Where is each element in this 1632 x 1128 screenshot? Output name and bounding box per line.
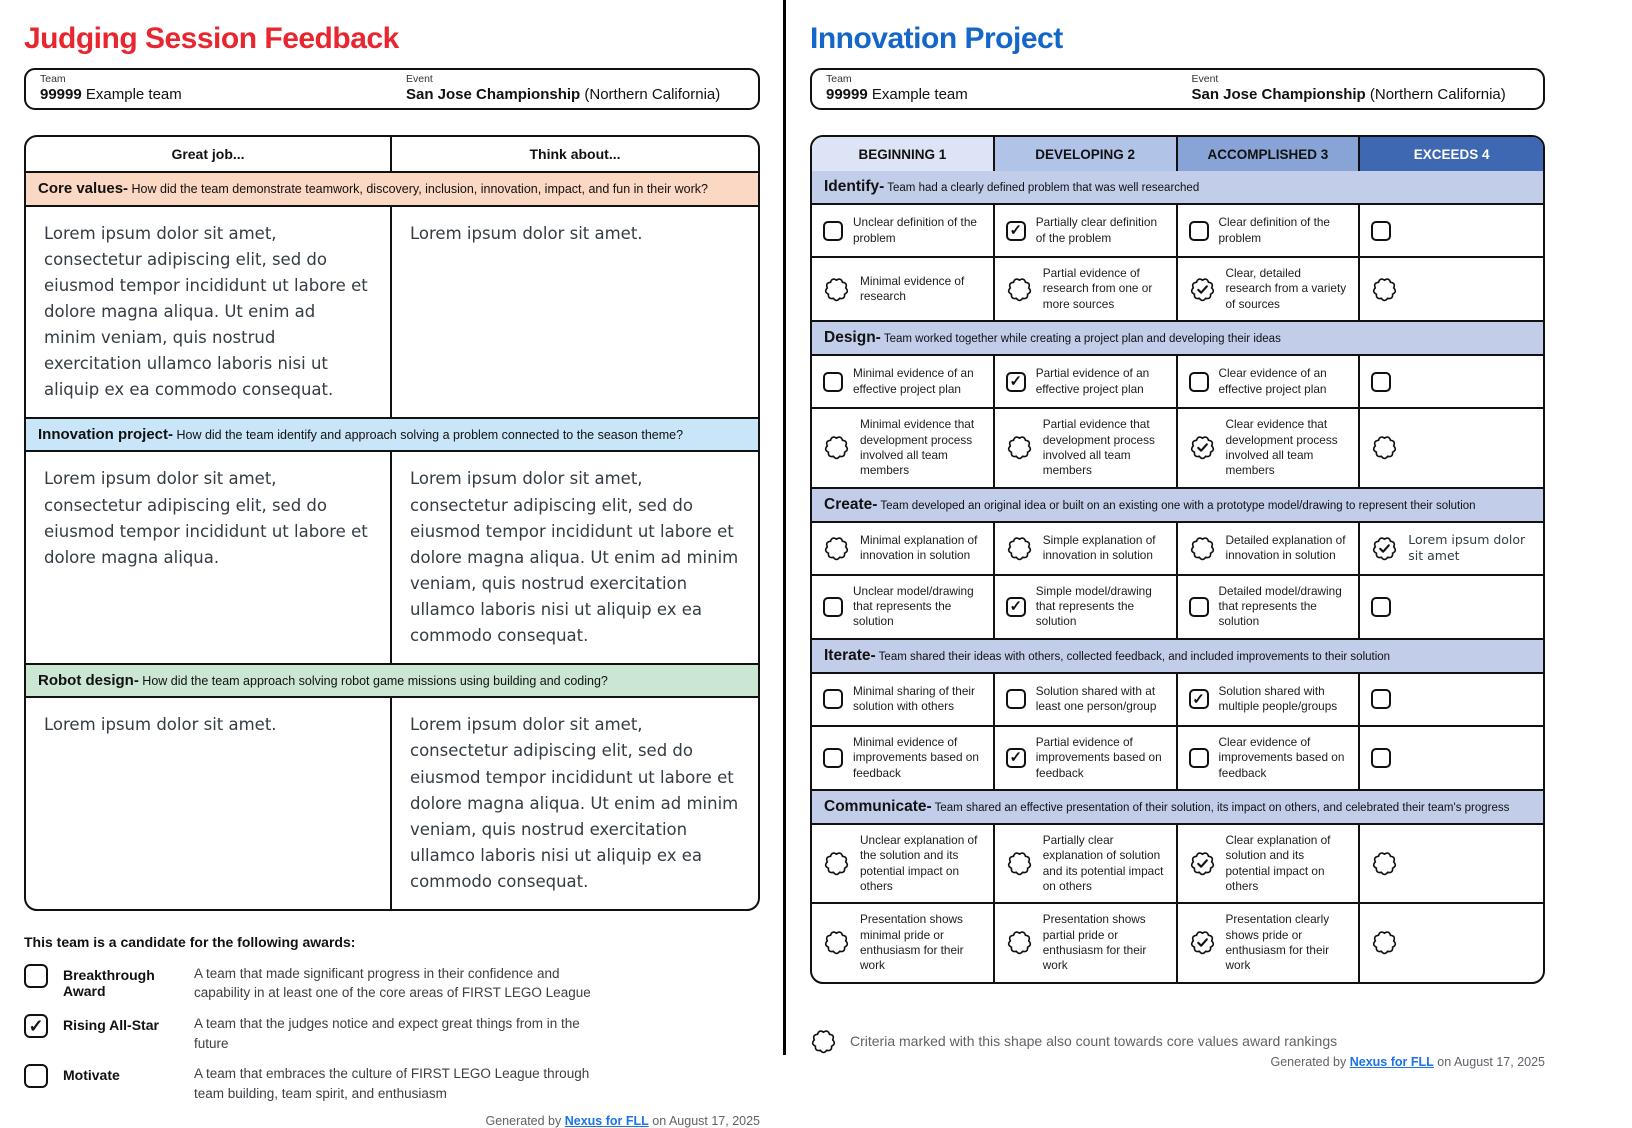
section-title: Robot design- (38, 671, 139, 689)
criterion-text: Partially clear explanation of solution and its potential impact on others (1042, 832, 1164, 893)
criterion-text: Presentation shows partial pride or enthusiasm for their work (1042, 912, 1147, 973)
rubric-cell (1178, 904, 1361, 981)
criterion-text: Presentation clearly shows pride or enthusiasm for their work (1225, 912, 1330, 973)
rubric-cell (812, 727, 995, 789)
rubric-section-header-1 (812, 320, 1543, 356)
footer-suffix: on August 17, 2025 (652, 1114, 760, 1128)
footer-prefix: Generated by (1270, 1054, 1347, 1069)
column-think-about: Think about... (529, 146, 621, 162)
feedback-section-header-2 (26, 665, 758, 699)
criterion-text: Minimal evidence of an effective project plan (853, 366, 974, 396)
criterion-text: Unclear model/drawing that represents the solution (853, 583, 974, 629)
award-description: A team that embraces the culture of FIRST LEGO League through team building, team spirit, and enthusiasm (194, 1066, 590, 1101)
team-name: Example team (871, 85, 968, 103)
seal-shape-icon (810, 1028, 837, 1055)
core-values-legend (810, 1028, 1545, 1055)
footer-suffix: on August 17, 2025 (1437, 1054, 1545, 1069)
criterion-text: Unclear explanation of the solution and its potential impact on others (860, 832, 978, 893)
criterion-text: Simple model/drawing that represents the solution (1035, 583, 1152, 629)
team-value (40, 86, 378, 105)
criterion-text: Solution shared with multiple people/groups (1218, 684, 1338, 714)
section-description: Team developed an original idea or built on an existing one with a prototype model/drawing to represent their solution (877, 499, 1476, 512)
rubric-column-exceeds-4: EXCEEDS 4 (1360, 137, 1543, 171)
rubric-section-header-4 (812, 789, 1543, 825)
section-title: Communicate- (824, 797, 932, 815)
seal-checkbox-checked[interactable] (1371, 535, 1398, 562)
rubric-section-header-0 (812, 171, 1543, 205)
feedback-cell-great: Lorem ipsum dolor sit amet, consectetur adipiscing elit, sed do eiusmod tempor incididunt ut labore et dolore magna aliqua. (26, 452, 392, 662)
checkbox-unchecked[interactable] (1189, 221, 1209, 241)
feedback-cell-great: Lorem ipsum dolor sit amet, consectetur adipiscing elit, sed do eiusmod tempor incididunt ut labore et dolore magna aliqua. Ut enim ad minim veniam, quis nostrud exercitation ullamco laboris nisi ut aliquip ex ea commodo consequat. (26, 207, 392, 417)
rubric-cell (1178, 727, 1361, 789)
criterion-text: Solution shared with at least one person/group (1035, 684, 1157, 714)
team-column (26, 69, 392, 108)
nexus-link[interactable]: Nexus for FLL (564, 1114, 649, 1128)
rubric-row (812, 674, 1543, 725)
seal-checkbox-unchecked[interactable] (823, 929, 850, 956)
award-row (24, 964, 760, 1003)
criterion-text: Clear evidence of an effective project plan (1218, 366, 1327, 396)
event-region: (Northern California) (584, 85, 721, 103)
awards-list (24, 964, 760, 1103)
rubric-cell (995, 523, 1178, 574)
criterion-text: Minimal sharing of their solution with others (853, 684, 975, 714)
checkbox-unchecked[interactable] (1189, 372, 1209, 392)
checkbox-unchecked[interactable] (1371, 221, 1391, 241)
checkbox-checked[interactable]: ✓ (1006, 372, 1026, 392)
award-label: Breakthrough Award (63, 966, 155, 999)
seal-checkbox-unchecked[interactable] (1006, 929, 1033, 956)
team-event-box (24, 68, 760, 110)
rubric-cell (812, 904, 995, 981)
feedback-cell-think: Lorem ipsum dolor sit amet, consectetur adipiscing elit, sed do eiusmod tempor incididunt ut labore et dolore magna aliqua. Ut enim ad minim veniam, quis nostrud exercitation ullamco laboris nisi ut aliquip ex ea commodo consequat. (410, 469, 739, 645)
event-label: Event (406, 73, 433, 86)
criterion-text: Partial evidence of improvements based on feedback (1035, 734, 1162, 780)
team-column (812, 69, 1178, 108)
nexus-link[interactable]: Nexus for FLL (1349, 1054, 1434, 1069)
seal-checkbox-checked[interactable] (1189, 850, 1216, 877)
rubric-cell (1178, 356, 1361, 407)
seal-shape-icon (810, 1028, 837, 1055)
award-description: A team that the judges notice and expect great things from in the future (194, 1015, 580, 1051)
feedback-cell-great: Lorem ipsum dolor sit amet. (26, 698, 392, 908)
feedback-row-2 (26, 698, 758, 908)
rubric-cell (995, 825, 1178, 902)
award-label: Rising All-Star (63, 1016, 159, 1033)
feedback-section-header-1 (26, 419, 758, 453)
criterion-text: Clear evidence of improvements based on feedback (1218, 734, 1345, 780)
criterion-text: Clear explanation of solution and its potential impact on others (1225, 832, 1331, 893)
criterion-text: Minimal evidence of research (860, 273, 965, 304)
awards-heading: This team is a candidate for the following awards: (24, 933, 356, 950)
event-label: Event (1191, 73, 1219, 86)
feedback-row-0 (26, 207, 758, 419)
rubric-cell (1178, 576, 1361, 638)
criterion-text: Partial evidence of an effective project plan (1035, 366, 1150, 396)
event-name: San Jose Championship (1191, 85, 1366, 103)
award-row (24, 1064, 760, 1103)
rubric-cell (812, 674, 995, 725)
page-title: Innovation Project (810, 22, 1063, 55)
rubric-row (812, 205, 1543, 256)
criterion-text: Simple explanation of innovation in solution (1042, 532, 1156, 563)
rubric-cell (1360, 727, 1543, 789)
page-innovation-project (786, 0, 1632, 1069)
rubric-cell (1178, 674, 1361, 725)
rubric-row (812, 256, 1543, 320)
rubric-cell (1360, 356, 1543, 407)
rubric-cell (812, 825, 995, 902)
seal-checkbox-checked[interactable] (1189, 276, 1216, 303)
rubric-cell (1178, 258, 1361, 320)
rubric-cell (995, 258, 1178, 320)
team-label: Team (826, 73, 852, 86)
rubric-row (812, 523, 1543, 574)
rubric-column-accomplished-3: ACCOMPLISHED 3 (1178, 137, 1361, 171)
section-title: Identify- (824, 178, 885, 195)
section-description: Team shared their ideas with others, collected feedback, and included improvements to their solution (875, 650, 1391, 663)
rubric-cell (1178, 825, 1361, 902)
rubric-cell (1360, 258, 1543, 320)
checkbox-unchecked[interactable] (1371, 748, 1391, 768)
feedback-table (24, 135, 760, 911)
event-value (1192, 86, 1530, 105)
section-title: Design- (824, 329, 881, 347)
seal-checkbox-unchecked[interactable] (823, 276, 850, 303)
section-description: Team shared an effective presentation of their solution, its impact on others, and celebrated their team's progress (931, 801, 1510, 814)
page-title: Judging Session Feedback (24, 22, 399, 55)
team-label: Team (40, 73, 66, 86)
rubric-cell (1360, 576, 1543, 638)
rubric-cell (1178, 523, 1361, 574)
rubric-cell (812, 409, 995, 486)
rubric-row (812, 825, 1543, 902)
feedback-table-header (26, 137, 758, 173)
event-region: (Northern California) (1369, 85, 1506, 103)
section-description: Team worked together while creating a project plan and developing their ideas (880, 333, 1281, 346)
seal-checkbox-checked[interactable] (1189, 929, 1216, 956)
rubric-cell (995, 576, 1178, 638)
criterion-text: Partially clear definition of the problem (1035, 215, 1158, 245)
checkbox-checked[interactable]: ✓ (24, 1014, 48, 1038)
feedback-cell-think: Lorem ipsum dolor sit amet, consectetur adipiscing elit, sed do eiusmod tempor incididunt ut labore et dolore magna aliqua. Ut enim ad minim veniam, quis nostrud exercitation ullamco laboris nisi ut aliquip ex ea commodo consequat. (410, 715, 739, 891)
page-judging-session-feedback (0, 0, 786, 1128)
event-column (392, 69, 758, 108)
rubric-cell (1360, 674, 1543, 725)
rubric-row (812, 574, 1543, 638)
awards-section (24, 934, 760, 1114)
feedback-row-1 (26, 452, 758, 664)
rubric-cell (1360, 205, 1543, 256)
checkbox-unchecked[interactable] (823, 221, 843, 241)
checkbox-unchecked[interactable] (1371, 372, 1391, 392)
rubric-column-headers (812, 137, 1543, 171)
checkbox-checked[interactable]: ✓ (1006, 748, 1026, 768)
award-row (24, 1014, 760, 1053)
seal-checkbox-unchecked[interactable] (823, 850, 850, 877)
rubric-row (812, 356, 1543, 407)
rubric-cell (995, 674, 1178, 725)
criterion-text: Partial evidence of research from one or more sources (1042, 266, 1153, 311)
section-title: Create- (824, 495, 878, 513)
event-name: San Jose Championship (406, 85, 581, 103)
criterion-text: Clear definition of the problem (1218, 215, 1330, 245)
seal-checkbox-unchecked[interactable] (1006, 434, 1033, 461)
feedback-table-body (26, 173, 758, 909)
section-question: How did the team identify and approach solving a problem connected to the season theme? (173, 427, 684, 442)
checkbox-unchecked[interactable] (24, 964, 48, 988)
award-description: A team that made significant progress in their confidence and capability in at least one of the core areas of FIRST LEGO League (194, 965, 591, 1001)
seal-checkbox-unchecked[interactable] (1006, 276, 1033, 303)
rubric-cell (812, 356, 995, 407)
column-great-job: Great job... (26, 137, 392, 171)
checkbox-unchecked[interactable] (1006, 689, 1026, 709)
team-number: 99999 (40, 85, 82, 103)
criterion-text: Partial evidence that development process involved all team members (1042, 417, 1155, 478)
award-label: Motivate (63, 1067, 120, 1084)
rubric-section-header-3 (812, 638, 1543, 674)
rubric-cell (1360, 904, 1543, 981)
rubric-cell (1178, 205, 1361, 256)
seal-checkbox-unchecked[interactable] (1371, 276, 1398, 303)
team-name: Example team (85, 85, 182, 103)
feedback-section-header-0 (26, 173, 758, 207)
team-number: 99999 (826, 85, 868, 103)
rubric-cell (812, 576, 995, 638)
checkbox-unchecked[interactable] (1189, 748, 1209, 768)
rubric-cell (995, 356, 1178, 407)
seal-checkbox-unchecked[interactable] (1006, 850, 1033, 877)
checkbox-checked[interactable]: ✓ (1006, 597, 1026, 617)
checkbox-checked[interactable]: ✓ (1006, 221, 1026, 241)
checkbox-unchecked[interactable] (823, 748, 843, 768)
rubric-row (812, 902, 1543, 981)
team-event-box (810, 68, 1545, 110)
rubric-cell (995, 727, 1178, 789)
checkbox-unchecked[interactable] (1371, 689, 1391, 709)
criterion-text: Detailed model/drawing that represents the solution (1218, 583, 1342, 629)
seal-checkbox-checked[interactable] (1189, 434, 1216, 461)
checkbox-unchecked[interactable] (1189, 597, 1209, 617)
page-footer (486, 1114, 761, 1128)
rubric-cell (995, 904, 1178, 981)
page-footer (1271, 1055, 1546, 1069)
rubric-column-developing-2: DEVELOPING 2 (995, 137, 1178, 171)
criterion-text: Presentation shows minimal pride or enthusiasm for their work (860, 912, 964, 973)
rubric-cell (1360, 523, 1543, 574)
section-question: How did the team demonstrate teamwork, discovery, inclusion, innovation, impact, and fun in their work? (128, 182, 708, 196)
checkbox-unchecked[interactable] (823, 689, 843, 709)
criterion-text: Unclear definition of the problem (853, 215, 977, 245)
section-description: Team had a clearly defined problem that was well researched (884, 182, 1200, 194)
seal-checkbox-unchecked[interactable] (823, 434, 850, 461)
handwritten-note: Lorem ipsum dolor sit amet (1408, 531, 1526, 564)
seal-checkbox-unchecked[interactable] (1371, 434, 1398, 461)
rubric-cell (812, 258, 995, 320)
criterion-text: Minimal evidence that development process involved all team members (860, 417, 975, 478)
criterion-text: Minimal evidence of improvements based on feedback (853, 734, 979, 780)
seal-checkbox-unchecked[interactable] (1371, 850, 1398, 877)
rubric-cell (995, 205, 1178, 256)
seal-checkbox-unchecked[interactable] (823, 535, 850, 562)
team-value (826, 86, 1164, 105)
rubric-cell (812, 523, 995, 574)
rubric-column-beginning-1: BEGINNING 1 (812, 137, 995, 171)
footer-prefix: Generated by (485, 1114, 562, 1128)
rubric-row (812, 407, 1543, 486)
criterion-text: Clear, detailed research from a variety of sources (1225, 266, 1347, 311)
checkbox-unchecked[interactable] (1371, 597, 1391, 617)
rubric-cell (1360, 825, 1543, 902)
checkbox-checked[interactable]: ✓ (1189, 689, 1209, 709)
rubric-row (812, 725, 1543, 789)
rubric-cell (812, 205, 995, 256)
criterion-text: Detailed explanation of innovation in solution (1225, 532, 1346, 563)
rubric-cell (1360, 409, 1543, 486)
rubric-section-header-2 (812, 487, 1543, 523)
seal-checkbox-unchecked[interactable] (1371, 929, 1398, 956)
rubric-cell (995, 409, 1178, 486)
rubric-body (812, 171, 1543, 982)
section-title: Iterate- (824, 646, 876, 664)
feedback-cell-think: Lorem ipsum dolor sit amet. (410, 223, 643, 243)
criterion-text: Minimal explanation of innovation in solution (860, 532, 978, 563)
seal-checkbox-unchecked[interactable] (1006, 535, 1033, 562)
section-title: Core values- (38, 180, 129, 197)
event-column (1178, 69, 1544, 108)
checkbox-unchecked[interactable] (823, 372, 843, 392)
legend-text: Criteria marked with this shape also count towards core values award rankings (850, 1033, 1338, 1050)
checkbox-unchecked[interactable] (24, 1064, 48, 1088)
event-value (406, 86, 744, 105)
criterion-text: Clear evidence that development process involved all team members (1225, 417, 1338, 478)
section-title: Innovation project- (38, 425, 173, 443)
rubric-table (810, 135, 1545, 984)
section-question: How did the team approach solving robot game missions using building and coding? (138, 673, 608, 688)
rubric-cell (1178, 409, 1361, 486)
checkbox-unchecked[interactable] (823, 597, 843, 617)
seal-checkbox-unchecked[interactable] (1189, 535, 1216, 562)
